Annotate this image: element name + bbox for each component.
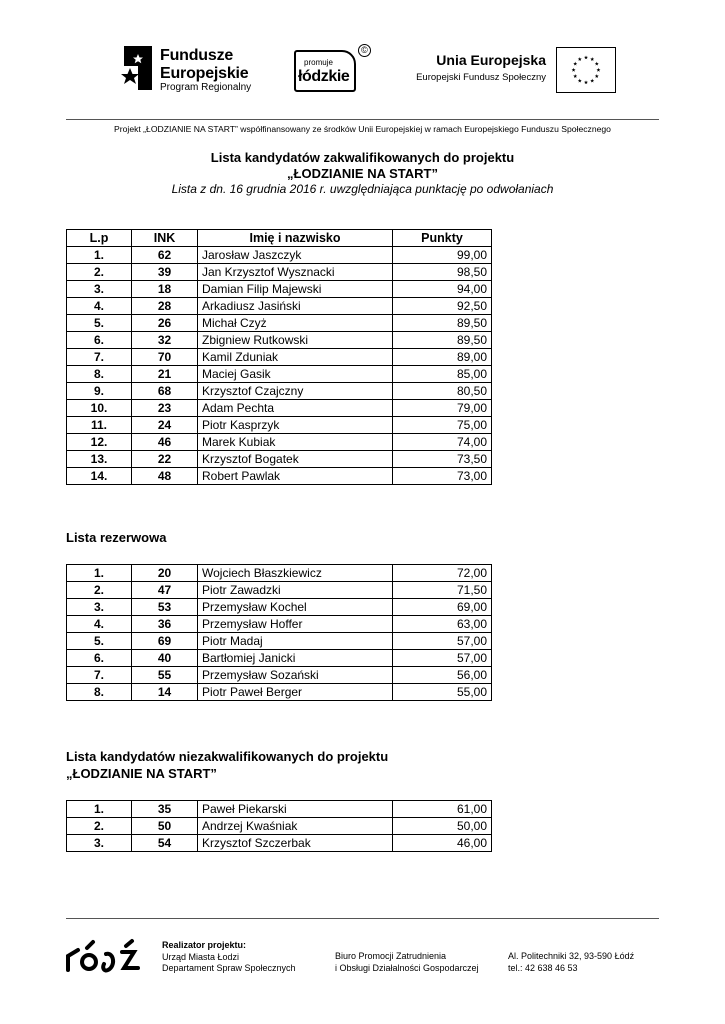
footer-divider	[66, 918, 659, 919]
unqualified-title-line2: „ŁODZIANIE NA START”	[66, 766, 217, 781]
row-points: 57,00	[393, 650, 492, 667]
main-title-line2: „ŁODZIANIE NA START”	[287, 166, 438, 181]
footer-office	[335, 951, 479, 974]
row-name: Maciej Gasik	[198, 366, 393, 383]
footer-realizer-label: Realizator projektu:	[162, 940, 247, 950]
eu-star-icon	[596, 68, 600, 72]
row-lp: 4.	[67, 298, 132, 315]
row-name: Przemysław Sozański	[198, 667, 393, 684]
table-row	[67, 247, 492, 264]
eu-logo-line2: Europejski Fundusz Społeczny	[416, 72, 546, 83]
eu-logo-text	[400, 52, 546, 83]
row-name: Andrzej Kwaśniak	[198, 818, 393, 835]
row-points: 74,00	[393, 434, 492, 451]
table-row	[67, 366, 492, 383]
row-ink: 50	[132, 818, 198, 835]
row-lp: 14.	[67, 468, 132, 485]
footer-office-line1: Biuro Promocji Zatrudnienia	[335, 951, 447, 961]
table-row	[67, 264, 492, 281]
lodz-city-logo-icon	[62, 938, 144, 976]
header-points: Punkty	[393, 230, 492, 247]
row-ink: 22	[132, 451, 198, 468]
row-ink: 40	[132, 650, 198, 667]
footer-office-line2: i Obsługi Działalności Gospodarczej	[335, 962, 479, 973]
row-name: Arkadiusz Jasiński	[198, 298, 393, 315]
main-title-line1: Lista kandydatów zakwalifikowanych do projektu	[210, 150, 515, 165]
row-points: 63,00	[393, 616, 492, 633]
row-ink: 14	[132, 684, 198, 701]
row-lp: 9.	[67, 383, 132, 400]
table-row	[67, 818, 492, 835]
row-ink: 20	[132, 565, 198, 582]
eu-star-icon	[573, 62, 577, 66]
row-points: 61,00	[393, 801, 492, 818]
row-lp: 10.	[67, 400, 132, 417]
row-points: 75,00	[393, 417, 492, 434]
row-ink: 54	[132, 835, 198, 852]
header-divider	[66, 119, 659, 120]
row-name: Robert Pawlak	[198, 468, 393, 485]
row-ink: 21	[132, 366, 198, 383]
row-points: 57,00	[393, 633, 492, 650]
row-points: 72,00	[393, 565, 492, 582]
row-lp: 8.	[67, 684, 132, 701]
fe-logo-line1: Fundusze	[160, 47, 234, 64]
row-lp: 6.	[67, 332, 132, 349]
row-lp: 2.	[67, 582, 132, 599]
row-name: Wojciech Błaszkiewicz	[198, 565, 393, 582]
row-points: 55,00	[393, 684, 492, 701]
footer-address	[508, 951, 634, 974]
table-row	[67, 650, 492, 667]
copyright-mark: ©	[358, 44, 371, 57]
row-lp: 7.	[67, 667, 132, 684]
table-row	[67, 298, 492, 315]
row-lp: 4.	[67, 616, 132, 633]
row-lp: 11.	[67, 417, 132, 434]
row-points: 69,00	[393, 599, 492, 616]
row-points: 92,50	[393, 298, 492, 315]
row-name: Krzysztof Szczerbak	[198, 835, 393, 852]
row-points: 89,50	[393, 332, 492, 349]
row-name: Piotr Kasprzyk	[198, 417, 393, 434]
row-points: 71,50	[393, 582, 492, 599]
fe-star-icon	[118, 44, 154, 92]
fe-logo-line3: Program Regionalny	[160, 82, 252, 93]
row-name: Jarosław Jaszczyk	[198, 247, 393, 264]
row-points: 80,50	[393, 383, 492, 400]
eu-logo-line1: Unia Europejska	[436, 52, 546, 68]
qualified-candidates-table	[66, 229, 492, 485]
row-points: 73,50	[393, 451, 492, 468]
row-ink: 46	[132, 434, 198, 451]
table-row	[67, 349, 492, 366]
table-row	[67, 599, 492, 616]
reserve-list-title: Lista rezerwowa	[66, 530, 167, 545]
row-ink: 23	[132, 400, 198, 417]
footer-address-line2: tel.: 42 638 46 53	[508, 962, 578, 973]
row-points: 79,00	[393, 400, 492, 417]
table-row	[67, 616, 492, 633]
row-ink: 68	[132, 383, 198, 400]
eu-star-icon	[572, 68, 576, 72]
row-lp: 1.	[67, 801, 132, 818]
row-ink: 32	[132, 332, 198, 349]
row-ink: 18	[132, 281, 198, 298]
row-points: 73,00	[393, 468, 492, 485]
eu-star-icon	[590, 79, 594, 83]
row-lp: 5.	[67, 315, 132, 332]
row-points: 56,00	[393, 667, 492, 684]
row-ink: 70	[132, 349, 198, 366]
row-name: Piotr Madaj	[198, 633, 393, 650]
row-ink: 62	[132, 247, 198, 264]
row-name: Przemysław Hoffer	[198, 616, 393, 633]
table-row	[67, 801, 492, 818]
row-lp: 5.	[67, 633, 132, 650]
fundusze-europejskie-logo	[118, 44, 268, 96]
eu-star-icon	[578, 57, 582, 61]
row-name: Krzysztof Czajczny	[198, 383, 393, 400]
footer-realizer-line2: Departament Spraw Społecznych	[162, 963, 296, 973]
table-row	[67, 434, 492, 451]
row-points: 89,50	[393, 315, 492, 332]
row-name: Paweł Piekarski	[198, 801, 393, 818]
row-points: 85,00	[393, 366, 492, 383]
row-name: Bartłomiej Janicki	[198, 650, 393, 667]
row-name: Jan Krzysztof Wysznacki	[198, 264, 393, 281]
table-row	[67, 400, 492, 417]
table-row	[67, 451, 492, 468]
row-ink: 48	[132, 468, 198, 485]
row-name: Piotr Zawadzki	[198, 582, 393, 599]
list-date-subtitle: Lista z dn. 16 grudnia 2016 r. uwzględniająca punktację po odwołaniach	[171, 182, 554, 196]
table-row	[67, 582, 492, 599]
project-funding-line: Projekt „ŁODZIANIE NA START” współfinansowany ze środków Unii Europejskiej w ramach Europejskiego Funduszu Społecznego	[114, 124, 611, 134]
footer-realizer-line1: Urząd Miasta Łodzi	[162, 951, 240, 962]
table-row	[67, 684, 492, 701]
row-name: Przemysław Kochel	[198, 599, 393, 616]
row-name: Adam Pechta	[198, 400, 393, 417]
eu-star-icon	[573, 74, 577, 78]
unqualified-title-line1: Lista kandydatów niezakwalifikowanych do projektu	[66, 749, 389, 764]
eu-flag-icon	[556, 47, 616, 93]
eu-star-icon	[590, 57, 594, 61]
row-ink: 36	[132, 616, 198, 633]
row-name: Damian Filip Majewski	[198, 281, 393, 298]
row-ink: 35	[132, 801, 198, 818]
row-lp: 7.	[67, 349, 132, 366]
table-row	[67, 332, 492, 349]
table-row	[67, 315, 492, 332]
table-row	[67, 667, 492, 684]
row-lp: 8.	[67, 366, 132, 383]
row-name: Krzysztof Bogatek	[198, 451, 393, 468]
eu-star-icon	[578, 79, 582, 83]
row-name: Marek Kubiak	[198, 434, 393, 451]
row-points: 46,00	[393, 835, 492, 852]
row-name: Zbigniew Rutkowski	[198, 332, 393, 349]
row-name: Michał Czyż	[198, 315, 393, 332]
reserve-candidates-table	[66, 564, 492, 701]
row-ink: 28	[132, 298, 198, 315]
row-ink: 69	[132, 633, 198, 650]
row-name: Piotr Paweł Berger	[198, 684, 393, 701]
row-ink: 53	[132, 599, 198, 616]
row-ink: 24	[132, 417, 198, 434]
row-lp: 3.	[67, 835, 132, 852]
row-points: 99,00	[393, 247, 492, 264]
footer-address-line1: Al. Politechniki 32, 93-590 Łódź	[508, 951, 635, 961]
row-lp: 12.	[67, 434, 132, 451]
row-points: 50,00	[393, 818, 492, 835]
row-lp: 6.	[67, 650, 132, 667]
eu-star-icon	[584, 55, 588, 59]
row-ink: 47	[132, 582, 198, 599]
table-row	[67, 835, 492, 852]
lodz-logo-line1: promuje	[304, 58, 333, 67]
row-points: 94,00	[393, 281, 492, 298]
footer-realizer	[162, 940, 296, 975]
header-ink: INK	[132, 230, 198, 247]
promuje-lodzkie-logo	[292, 44, 372, 96]
eu-star-icon	[584, 80, 588, 84]
row-lp: 2.	[67, 818, 132, 835]
fe-logo-line2: Europejskie	[160, 65, 249, 82]
table-row	[67, 565, 492, 582]
row-lp: 2.	[67, 264, 132, 281]
row-lp: 1.	[67, 247, 132, 264]
row-points: 89,00	[393, 349, 492, 366]
table-row	[67, 417, 492, 434]
eu-star-icon	[595, 62, 599, 66]
table-row	[67, 468, 492, 485]
table-header-row	[67, 230, 492, 247]
row-name: Kamil Zduniak	[198, 349, 393, 366]
row-points: 98,50	[393, 264, 492, 281]
row-ink: 39	[132, 264, 198, 281]
eu-star-icon	[595, 74, 599, 78]
row-lp: 13.	[67, 451, 132, 468]
unqualified-candidates-table	[66, 800, 492, 852]
table-row	[67, 633, 492, 650]
row-lp: 3.	[67, 281, 132, 298]
header-name: Imię i nazwisko	[198, 230, 393, 247]
row-ink: 55	[132, 667, 198, 684]
header-lp: L.p	[67, 230, 132, 247]
table-row	[67, 383, 492, 400]
row-lp: 1.	[67, 565, 132, 582]
table-row	[67, 281, 492, 298]
lodz-logo-line2: łódzkie	[298, 68, 350, 85]
row-lp: 3.	[67, 599, 132, 616]
row-ink: 26	[132, 315, 198, 332]
